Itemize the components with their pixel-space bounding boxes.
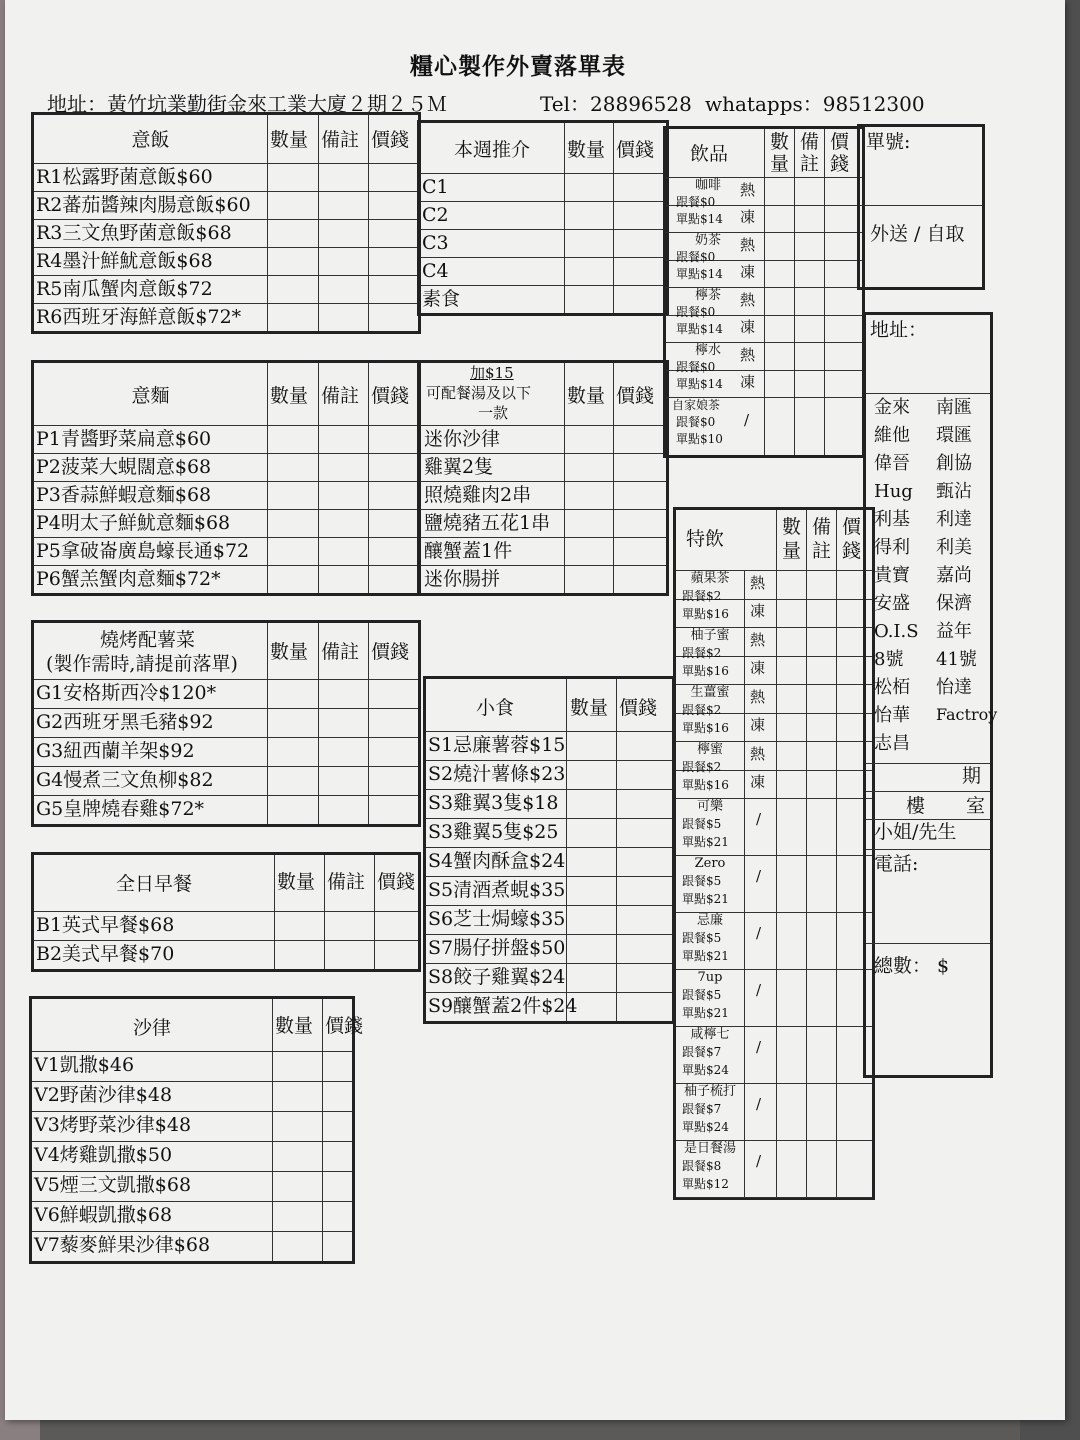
slash: / xyxy=(756,867,762,885)
column-header: 價錢 xyxy=(616,139,655,161)
column-divider xyxy=(836,510,837,1197)
column-divider xyxy=(368,115,369,331)
row-divider xyxy=(32,1201,352,1202)
row-divider xyxy=(426,876,672,877)
drink-single-price: 單點$14 xyxy=(676,267,723,281)
special-drink-name: 檸蜜 xyxy=(696,742,723,757)
row-divider xyxy=(34,679,418,680)
hot-label: 熱 xyxy=(750,745,766,763)
rice-item: R5南瓜蟹肉意飯$72 xyxy=(36,278,213,300)
row-divider xyxy=(426,992,672,993)
row-divider xyxy=(420,537,666,538)
salad-title: 沙律 xyxy=(132,1017,171,1039)
drink-single-price: 單點$14 xyxy=(676,377,723,391)
column-divider xyxy=(806,510,807,1197)
pasta-item: P1青醬野菜扁意$60 xyxy=(36,428,212,450)
form-title: 糧心製作外賣落單表 xyxy=(410,53,626,80)
name-label: 小姐/先生 xyxy=(874,821,957,843)
drink-set-price: 跟餐$0 xyxy=(676,360,716,374)
addon-section xyxy=(417,360,669,596)
weekly-item: 素食 xyxy=(422,288,461,310)
drink-set-price: 跟餐$0 xyxy=(676,305,716,319)
column-divider xyxy=(564,123,565,313)
order-number-box xyxy=(857,124,985,290)
column-header: 數 xyxy=(782,516,802,538)
special-drink-name: 7up xyxy=(697,970,723,985)
addon-item: 鹽燒豬五花1串 xyxy=(424,512,551,534)
snack-item: S8餃子雞翼$24 xyxy=(428,966,566,988)
row-divider xyxy=(426,905,672,906)
cold-label: 凍 xyxy=(750,773,766,791)
building-name: 益年 xyxy=(936,621,972,642)
column-header: 備註 xyxy=(321,129,360,151)
column-divider xyxy=(744,570,745,1197)
rice-item: R1松露野菌意飯$60 xyxy=(36,166,213,188)
cold-label: 凍 xyxy=(750,716,766,734)
column-divider xyxy=(824,129,825,455)
column-divider xyxy=(274,855,275,969)
rice-title: 意飯 xyxy=(131,129,170,151)
weekly-item: C3 xyxy=(422,232,449,254)
column-header: 備註 xyxy=(321,385,360,407)
column-header: 價錢 xyxy=(377,871,416,893)
building-name: 環匯 xyxy=(936,425,972,446)
weekly-title: 本週推介 xyxy=(453,139,530,161)
column-header: 價 xyxy=(842,516,862,538)
grill-title: (製作需時,請提前落單) xyxy=(46,653,238,675)
column-header: 備註 xyxy=(321,641,360,663)
shop-whatsapp: whatapps：98512300 xyxy=(705,92,925,116)
column-divider xyxy=(368,623,369,824)
special-set-price: 跟餐$5 xyxy=(682,817,722,831)
phone-field: 電話: xyxy=(874,853,919,875)
building-name: 金來 xyxy=(874,397,910,418)
special-section xyxy=(673,507,875,1200)
rice-item: R3三文魚野菌意飯$68 xyxy=(36,222,232,244)
row-divider xyxy=(426,963,672,964)
row-divider xyxy=(34,766,418,767)
row-divider xyxy=(426,731,672,732)
column-divider xyxy=(267,115,268,331)
hot-label: 熱 xyxy=(740,291,756,309)
snack-section xyxy=(423,676,675,1024)
hot-label: 熱 xyxy=(750,688,766,706)
row-divider xyxy=(420,201,666,202)
building-name: Hug xyxy=(874,481,913,502)
special-drink-name: 咸檸七 xyxy=(690,1027,730,1042)
special-drink-name: 蘋果茶 xyxy=(690,571,730,586)
row-divider xyxy=(426,847,672,848)
addon-item: 迷你沙律 xyxy=(424,428,501,450)
column-header: 錢 xyxy=(830,153,850,175)
column-header: 價錢 xyxy=(616,385,655,407)
column-divider xyxy=(368,363,369,593)
column-header: 價錢 xyxy=(371,385,410,407)
weekly-item: C4 xyxy=(422,260,449,282)
weekly-section xyxy=(417,120,669,316)
row-divider xyxy=(860,205,982,206)
breakfast-section xyxy=(31,852,421,972)
cold-label: 凍 xyxy=(750,659,766,677)
column-header: 價錢 xyxy=(325,1015,364,1037)
row-divider xyxy=(34,509,418,510)
hot-label: 熱 xyxy=(740,236,756,254)
building-name: 創協 xyxy=(936,453,972,474)
column-divider xyxy=(267,623,268,824)
building-name: 8號 xyxy=(874,649,904,670)
drink-set-price: 跟餐$0 xyxy=(676,415,716,429)
addon-item: 照燒雞肉2串 xyxy=(424,484,532,506)
column-divider xyxy=(318,115,319,331)
building-name: 松栢 xyxy=(874,677,910,698)
building-name: 貴寶 xyxy=(874,565,910,586)
special-single-price: 單點$21 xyxy=(682,1006,729,1020)
row-divider xyxy=(420,509,666,510)
row-divider xyxy=(34,565,418,566)
special-set-price: 跟餐$7 xyxy=(682,1102,722,1116)
row-divider xyxy=(34,795,418,796)
row-divider xyxy=(34,191,418,192)
snack-item: S4蟹肉酥盒$24 xyxy=(428,850,566,872)
row-divider xyxy=(420,425,666,426)
slash: / xyxy=(744,411,750,429)
snack-item: S1忌廉薯蓉$15 xyxy=(428,734,566,756)
row-divider xyxy=(34,163,418,164)
building-name: 利達 xyxy=(936,509,972,530)
pasta-title: 意麵 xyxy=(131,385,170,407)
pasta-item: P4明太子鮮魷意麵$68 xyxy=(36,512,231,534)
cold-label: 凍 xyxy=(740,208,756,226)
row-divider xyxy=(32,1111,352,1112)
snack-item: S6芝士焗蠔$35 xyxy=(428,908,566,930)
column-header: 價錢 xyxy=(619,697,658,719)
slash: / xyxy=(756,1038,762,1056)
row-divider xyxy=(34,303,418,304)
slash: / xyxy=(756,1152,762,1170)
column-divider xyxy=(272,999,273,1261)
row-divider xyxy=(32,1051,352,1052)
row-divider xyxy=(34,708,418,709)
salad-item: V4烤雞凱撒$50 xyxy=(34,1144,173,1166)
rice-section xyxy=(31,112,421,334)
addon-title: 可配餐湯及以下 xyxy=(426,384,532,402)
building-name: O.I.S xyxy=(874,621,919,642)
special-drink-name: 忌廉 xyxy=(696,913,723,928)
special-set-price: 跟餐$5 xyxy=(682,874,722,888)
row-divider xyxy=(420,173,666,174)
grill-section xyxy=(31,620,421,827)
breakfast-title: 全日早餐 xyxy=(115,873,192,895)
row-divider xyxy=(420,229,666,230)
shop-address: 地址：黃竹坑業勤街金來工業大廈２期２５Ｍ xyxy=(47,92,447,116)
phase-label: 期 xyxy=(962,765,982,787)
special-single-price: 單點$16 xyxy=(682,721,729,735)
building-name: 怡華 xyxy=(874,705,910,726)
row-divider xyxy=(426,760,672,761)
column-header: 數量 xyxy=(567,385,606,407)
breakfast-item: B1英式早餐$68 xyxy=(36,914,175,936)
salad-item: V1凱撒$46 xyxy=(34,1054,135,1076)
column-header: 數量 xyxy=(275,1015,314,1037)
pasta-item: P2菠菜大蜆闊意$68 xyxy=(36,456,212,478)
row-divider xyxy=(32,1231,352,1232)
column-header: 註 xyxy=(800,153,820,175)
special-single-price: 單點$21 xyxy=(682,835,729,849)
column-divider xyxy=(613,363,614,593)
building-name: 利美 xyxy=(936,537,972,558)
snack-item: S2燒汁薯條$23 xyxy=(428,763,566,785)
special-set-price: 跟餐$5 xyxy=(682,988,722,1002)
rice-item: R4墨汁鮮魷意飯$68 xyxy=(36,250,213,272)
drink-set-price: 跟餐$0 xyxy=(676,250,716,264)
column-divider xyxy=(322,999,323,1261)
special-drink-name: 是日餐湯 xyxy=(683,1141,736,1156)
row-divider xyxy=(34,275,418,276)
snack-item: S5清酒煮蜆$35 xyxy=(428,879,566,901)
cold-label: 凍 xyxy=(740,373,756,391)
column-header: 註 xyxy=(812,540,832,562)
building-name: 安盛 xyxy=(874,593,910,614)
delivery-option: 外送 / 自取 xyxy=(870,223,965,245)
pasta-section xyxy=(31,360,421,596)
total-label: 總數： $ xyxy=(874,955,950,977)
salad-item: V7藜麥鮮果沙律$68 xyxy=(34,1234,211,1256)
room-label: 室 xyxy=(966,795,986,817)
addon-item: 釀蟹蓋1件 xyxy=(424,540,513,562)
drink-name: 咖啡 xyxy=(694,178,721,193)
column-header: 備註 xyxy=(327,871,366,893)
special-set-price: 跟餐$5 xyxy=(682,931,722,945)
breakfast-item: B2美式早餐$70 xyxy=(36,943,175,965)
row-divider xyxy=(34,425,418,426)
column-divider xyxy=(374,855,375,969)
column-divider xyxy=(267,363,268,593)
row-divider xyxy=(34,219,418,220)
grill-item: G3紐西蘭羊架$92 xyxy=(36,740,195,762)
special-title: 特飲 xyxy=(686,528,725,550)
slash: / xyxy=(756,981,762,999)
special-single-price: 單點$12 xyxy=(682,1177,729,1191)
row-divider xyxy=(34,247,418,248)
column-header: 量 xyxy=(782,540,802,562)
drink-name: 奶茶 xyxy=(694,233,721,248)
addon-item: 雞翼2隻 xyxy=(424,456,494,478)
salad-item: V6鮮蝦凱撒$68 xyxy=(34,1204,173,1226)
drink-single-price: 單點$14 xyxy=(676,212,723,226)
rice-item: R2蕃茄醬辣肉腸意飯$60 xyxy=(36,194,251,216)
building-name: 保濟 xyxy=(936,593,972,614)
special-drink-name: 柚子蜜 xyxy=(690,628,730,643)
column-divider xyxy=(566,679,567,1021)
row-divider xyxy=(34,940,418,941)
weekly-item: C2 xyxy=(422,204,449,226)
weekly-item: C1 xyxy=(422,176,449,198)
grill-item: G2西班牙黑毛豬$92 xyxy=(36,711,214,733)
row-divider xyxy=(32,1171,352,1172)
building-name: Factroy xyxy=(936,705,998,724)
drink-name: 檸茶 xyxy=(694,288,721,303)
addon-title: 加$15 xyxy=(470,364,514,382)
column-divider xyxy=(776,510,777,1197)
cold-label: 凍 xyxy=(750,602,766,620)
pasta-item: P6蟹羔蟹肉意麵$72* xyxy=(36,568,221,590)
snack-item: S3雞翼5隻$25 xyxy=(428,821,559,843)
row-divider xyxy=(34,911,418,912)
special-drink-name: 生薑蜜 xyxy=(690,685,730,700)
row-divider xyxy=(426,789,672,790)
special-set-price: 跟餐$2 xyxy=(682,703,722,717)
special-single-price: 單點$21 xyxy=(682,892,729,906)
column-header: 量 xyxy=(770,153,790,175)
column-divider xyxy=(764,129,765,455)
row-divider xyxy=(426,818,672,819)
drinks-section xyxy=(663,126,865,458)
building-name: 甄沾 xyxy=(936,481,972,502)
slash: / xyxy=(756,1095,762,1113)
hot-label: 熱 xyxy=(740,181,756,199)
special-drink-name: 柚子梳打 xyxy=(683,1084,736,1099)
row-divider xyxy=(866,791,990,792)
special-single-price: 單點$16 xyxy=(682,607,729,621)
drinks-title: 飲品 xyxy=(690,143,729,165)
building-name: 偉晉 xyxy=(874,453,910,474)
column-divider xyxy=(324,855,325,969)
building-name: 志昌 xyxy=(874,733,910,754)
column-header: 數量 xyxy=(277,871,316,893)
special-set-price: 跟餐$2 xyxy=(682,589,722,603)
special-set-price: 跟餐$2 xyxy=(682,646,722,660)
row-divider xyxy=(34,537,418,538)
cold-label: 凍 xyxy=(740,318,756,336)
addon-item: 迷你腸拼 xyxy=(424,568,501,590)
salad-item: V2野菌沙律$48 xyxy=(34,1084,173,1106)
address-label: 地址： xyxy=(870,319,928,341)
shop-tel: Tel：28896528 xyxy=(540,92,692,116)
hot-label: 熱 xyxy=(750,631,766,649)
hot-label: 熱 xyxy=(740,346,756,364)
row-divider xyxy=(866,763,990,764)
salad-section xyxy=(29,996,364,1264)
row-divider xyxy=(32,1141,352,1142)
special-set-price: 跟餐$2 xyxy=(682,760,722,774)
special-set-price: 跟餐$7 xyxy=(682,1045,722,1059)
special-drink-name: Zero xyxy=(694,856,726,871)
drink-single-price: 單點$10 xyxy=(676,432,723,446)
floor-label: 樓 xyxy=(906,795,926,817)
special-single-price: 單點$21 xyxy=(682,949,729,963)
grill-item: G5皇牌燒春雞$72* xyxy=(36,798,205,820)
slash: / xyxy=(756,924,762,942)
row-divider xyxy=(34,481,418,482)
snack-item: S3雞翼3隻$18 xyxy=(428,792,559,814)
drink-name: 檸水 xyxy=(694,343,721,358)
building-name: 利基 xyxy=(874,509,910,530)
snack-item: S7腸仔拼盤$50 xyxy=(428,937,566,959)
column-divider xyxy=(616,679,617,1021)
building-name: 怡達 xyxy=(936,677,972,698)
special-single-price: 單點$16 xyxy=(682,664,729,678)
column-header: 數量 xyxy=(567,139,606,161)
snack-title: 小食 xyxy=(476,697,515,719)
special-single-price: 單點$24 xyxy=(682,1063,729,1077)
addon-title: 一款 xyxy=(478,404,509,422)
drink-single-price: 單點$14 xyxy=(676,322,723,336)
salad-item: V5煙三文凱撒$68 xyxy=(34,1174,192,1196)
building-name: 維他 xyxy=(874,425,910,446)
row-divider xyxy=(420,481,666,482)
grill-item: G1安格斯西冷$120* xyxy=(36,682,217,704)
row-divider xyxy=(34,737,418,738)
special-single-price: 單點$24 xyxy=(682,1120,729,1134)
drink-name: 自家娘茶 xyxy=(672,398,721,412)
column-divider xyxy=(318,363,319,593)
column-header: 數量 xyxy=(570,697,609,719)
pasta-item: P5拿破崙廣島蠔長通$72 xyxy=(36,540,250,562)
special-set-price: 跟餐$8 xyxy=(682,1159,722,1173)
row-divider xyxy=(420,453,666,454)
cold-label: 凍 xyxy=(740,263,756,281)
column-header: 數量 xyxy=(270,641,309,663)
pasta-item: P3香蒜鮮蝦意麵$68 xyxy=(36,484,212,506)
row-divider xyxy=(676,1197,872,1198)
column-divider xyxy=(613,123,614,313)
column-header: 錢 xyxy=(842,540,862,562)
hot-label: 熱 xyxy=(750,574,766,592)
row-divider xyxy=(866,393,990,394)
row-divider xyxy=(426,934,672,935)
snack-item: S9釀蟹蓋2件$24 xyxy=(428,995,578,1017)
slash: / xyxy=(756,810,762,828)
column-divider xyxy=(318,623,319,824)
row-divider xyxy=(32,1081,352,1082)
special-drink-name: 可樂 xyxy=(696,799,723,814)
salad-item: V3烤野菜沙律$48 xyxy=(34,1114,192,1136)
column-header: 數量 xyxy=(270,129,309,151)
drink-set-price: 跟餐$0 xyxy=(676,195,716,209)
row-divider xyxy=(420,257,666,258)
order-number-label: 單號: xyxy=(866,131,911,153)
row-divider xyxy=(866,819,990,820)
rice-item: R6西班牙海鮮意飯$72* xyxy=(36,306,242,328)
order-form-paper xyxy=(5,0,1065,1420)
building-name: 41號 xyxy=(936,649,977,670)
building-name: 嘉尚 xyxy=(936,565,972,586)
column-header: 價 xyxy=(830,131,850,153)
column-header: 價錢 xyxy=(371,641,410,663)
row-divider xyxy=(866,943,990,944)
building-name: 得利 xyxy=(874,537,910,558)
special-single-price: 單點$16 xyxy=(682,778,729,792)
column-header: 備 xyxy=(812,516,832,538)
building-name: 南匯 xyxy=(936,397,972,418)
column-divider xyxy=(564,363,565,593)
grill-title: 燒烤配薯菜 xyxy=(100,629,196,651)
grill-item: G4慢煮三文魚柳$82 xyxy=(36,769,214,791)
column-header: 備 xyxy=(800,131,820,153)
row-divider xyxy=(34,453,418,454)
column-header: 數量 xyxy=(270,385,309,407)
column-divider xyxy=(794,129,795,455)
column-header: 價錢 xyxy=(371,129,410,151)
delivery-address-box xyxy=(863,312,998,1078)
column-header: 數 xyxy=(770,131,790,153)
row-divider xyxy=(866,849,990,850)
row-divider xyxy=(420,285,666,286)
row-divider xyxy=(420,565,666,566)
